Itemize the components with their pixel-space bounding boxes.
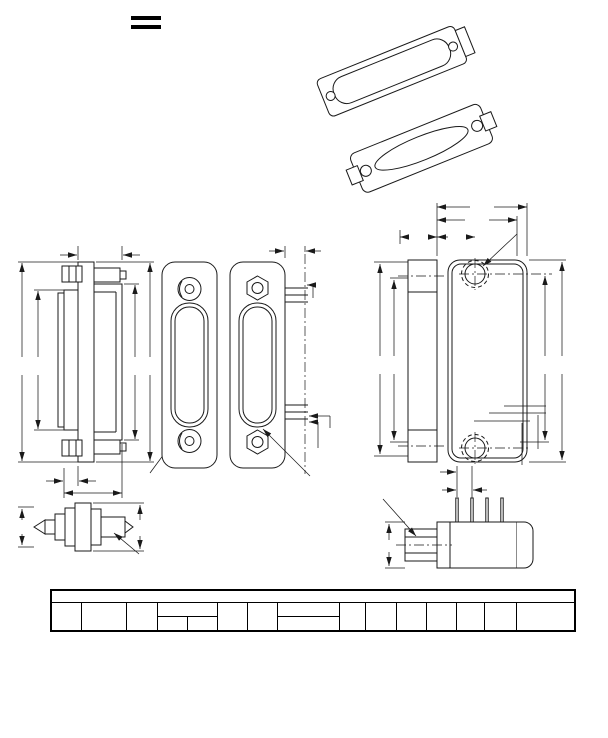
receptacle-isometric-view: [341, 100, 501, 197]
col-header-a: [126, 603, 157, 632]
mkht-code-box: [131, 16, 161, 20]
table-title: [51, 590, 575, 603]
title-block: [0, 10, 292, 33]
col-header-potting-well: [277, 617, 339, 632]
col-header-e-group: [277, 603, 339, 617]
col-header-rcpt-max: [187, 617, 217, 632]
col-header-d: [247, 603, 277, 632]
col-header-plug-max: [157, 617, 187, 632]
plug-isometric-view: [316, 21, 477, 117]
plug-face-view: [162, 262, 217, 468]
plug-profile-view: [18, 503, 144, 554]
col-header-hardware: [516, 603, 575, 632]
connector-face-view: [230, 246, 330, 476]
col-header-h: [365, 603, 396, 632]
col-header-z: [484, 603, 516, 632]
col-header-f: [339, 603, 365, 632]
mmht-code-box: [131, 25, 161, 29]
receptacle-face-view: [374, 203, 566, 502]
col-header-y-max: [456, 603, 484, 632]
col-header-w: [396, 603, 426, 632]
receptacle-profile-view: [383, 498, 533, 568]
col-header-x-max: [426, 603, 456, 632]
col-header-contact-rows: [81, 603, 126, 632]
dimensions-table: [50, 589, 576, 632]
col-header-b-group: [157, 603, 217, 617]
col-header-size: [51, 603, 81, 632]
plug-side-view: [18, 246, 181, 498]
col-header-c: [217, 603, 247, 632]
